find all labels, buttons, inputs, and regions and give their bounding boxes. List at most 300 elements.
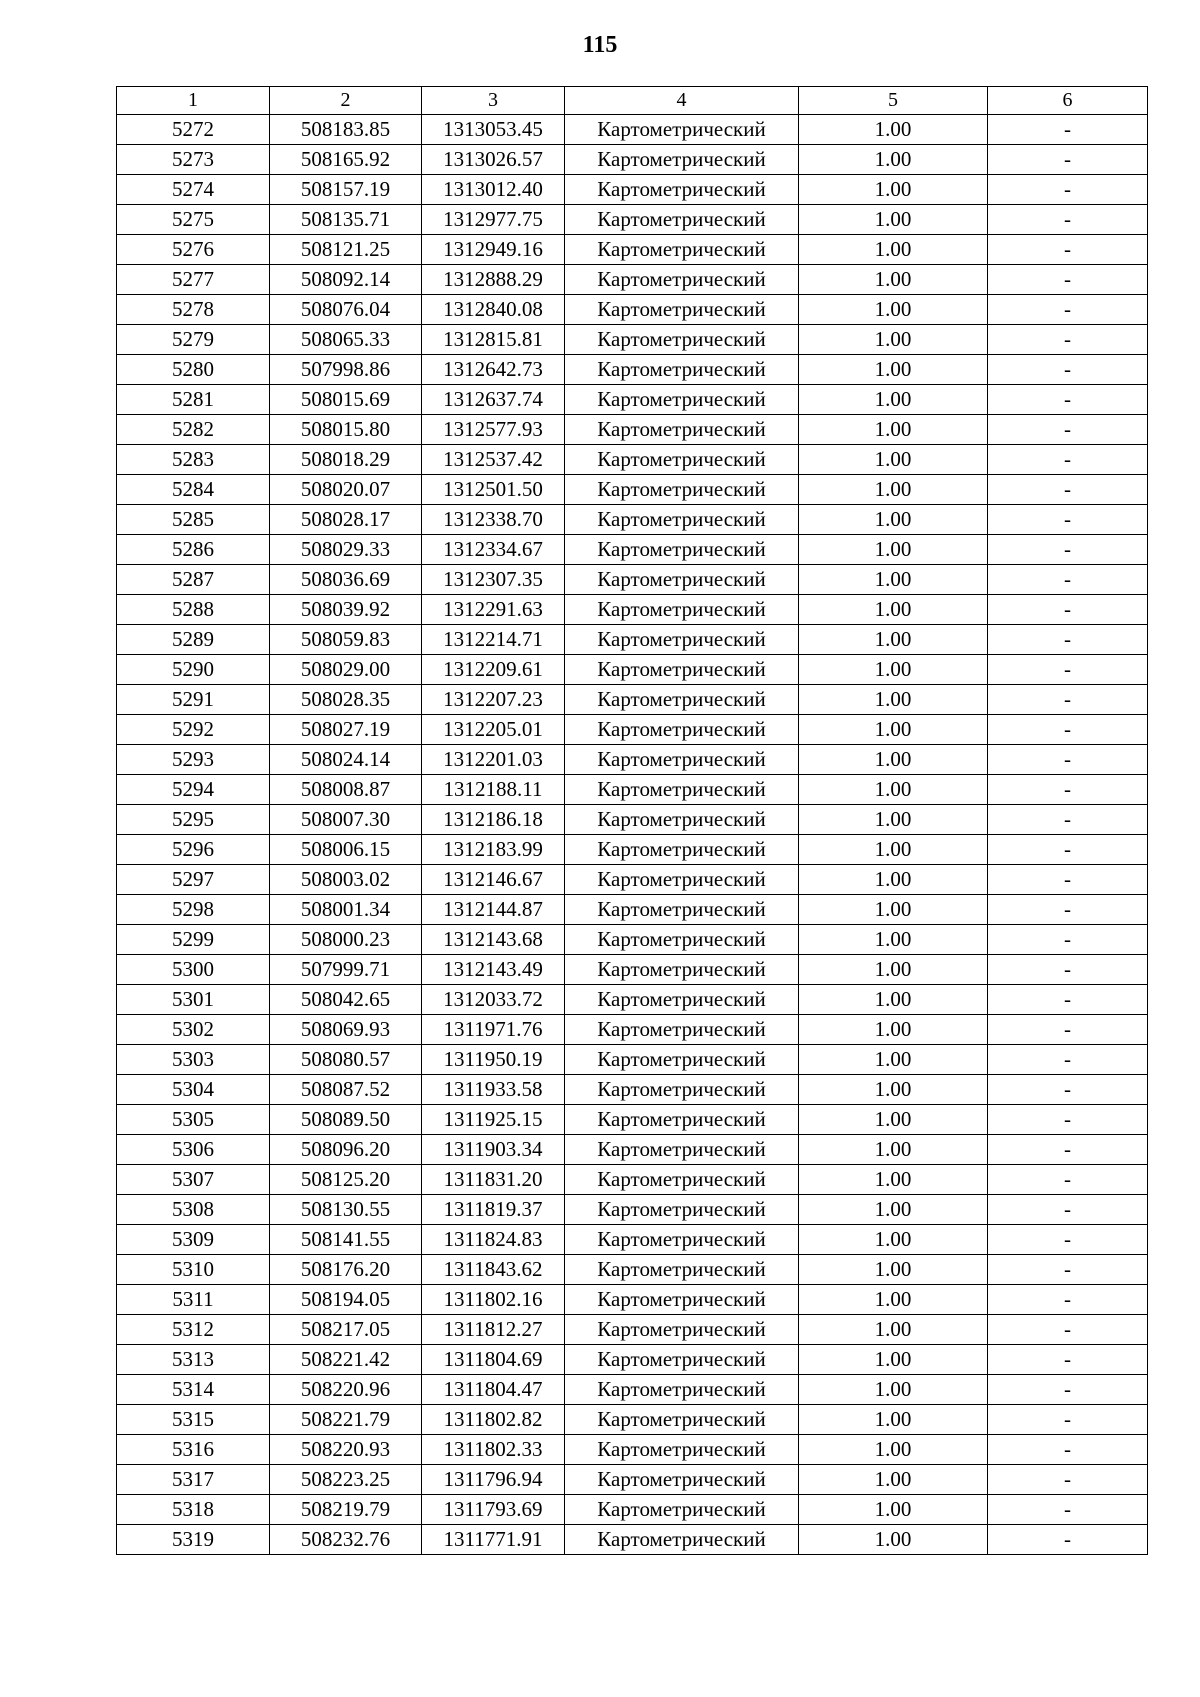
- table-row: [117, 865, 1148, 895]
- cell-note: -: [988, 685, 1148, 715]
- table-row: [117, 1345, 1148, 1375]
- cell-y-coordinate: 1312033.72: [422, 985, 565, 1015]
- cell-method: Картометрический: [565, 775, 799, 805]
- cell-y-coordinate: 1311793.69: [422, 1495, 565, 1525]
- table-row: [117, 1285, 1148, 1315]
- cell-x-coordinate: 508042.65: [270, 985, 422, 1015]
- cell-x-coordinate: 508027.19: [270, 715, 422, 745]
- table-row: [117, 715, 1148, 745]
- cell-x-coordinate: 508015.80: [270, 415, 422, 445]
- table-row: [117, 415, 1148, 445]
- cell-x-coordinate: 508029.33: [270, 535, 422, 565]
- cell-method: Картометрический: [565, 1435, 799, 1465]
- cell-accuracy: 1.00: [799, 1015, 988, 1045]
- cell-accuracy: 1.00: [799, 985, 988, 1015]
- cell-y-coordinate: 1311802.16: [422, 1285, 565, 1315]
- cell-x-coordinate: 508220.93: [270, 1435, 422, 1465]
- table-row: [117, 835, 1148, 865]
- table-row: [117, 535, 1148, 565]
- cell-method: Картометрический: [565, 1165, 799, 1195]
- table-row: [117, 985, 1148, 1015]
- cell-y-coordinate: 1311950.19: [422, 1045, 565, 1075]
- table-row: [117, 1195, 1148, 1225]
- cell-y-coordinate: 1311796.94: [422, 1465, 565, 1495]
- cell-method: Картометрический: [565, 1315, 799, 1345]
- cell-point-number: 5293: [117, 745, 270, 775]
- cell-note: -: [988, 1135, 1148, 1165]
- cell-accuracy: 1.00: [799, 745, 988, 775]
- cell-x-coordinate: 508089.50: [270, 1105, 422, 1135]
- cell-note: -: [988, 655, 1148, 685]
- cell-note: -: [988, 1495, 1148, 1525]
- table-row: [117, 1525, 1148, 1555]
- cell-point-number: 5309: [117, 1225, 270, 1255]
- cell-accuracy: 1.00: [799, 1255, 988, 1285]
- cell-y-coordinate: 1311812.27: [422, 1315, 565, 1345]
- cell-note: -: [988, 205, 1148, 235]
- cell-note: -: [988, 265, 1148, 295]
- cell-point-number: 5310: [117, 1255, 270, 1285]
- cell-method: Картометрический: [565, 385, 799, 415]
- cell-accuracy: 1.00: [799, 1075, 988, 1105]
- table-row: [117, 1405, 1148, 1435]
- cell-x-coordinate: 508219.79: [270, 1495, 422, 1525]
- page-number: 115: [582, 32, 618, 58]
- table-row: [117, 1045, 1148, 1075]
- cell-y-coordinate: 1312209.61: [422, 655, 565, 685]
- cell-x-coordinate: 508039.92: [270, 595, 422, 625]
- cell-point-number: 5300: [117, 955, 270, 985]
- cell-method: Картометрический: [565, 1135, 799, 1165]
- cell-note: -: [988, 1435, 1148, 1465]
- cell-y-coordinate: 1312144.87: [422, 895, 565, 925]
- table-row: [117, 1075, 1148, 1105]
- table-row: [117, 265, 1148, 295]
- cell-note: -: [988, 1045, 1148, 1075]
- cell-method: Картометрический: [565, 625, 799, 655]
- cell-y-coordinate: 1312840.08: [422, 295, 565, 325]
- cell-method: Картометрический: [565, 295, 799, 325]
- cell-note: -: [988, 565, 1148, 595]
- cell-accuracy: 1.00: [799, 265, 988, 295]
- cell-note: -: [988, 385, 1148, 415]
- cell-note: -: [988, 1465, 1148, 1495]
- cell-accuracy: 1.00: [799, 235, 988, 265]
- cell-y-coordinate: 1311933.58: [422, 1075, 565, 1105]
- column-header-5: 5: [799, 87, 988, 115]
- cell-note: -: [988, 715, 1148, 745]
- cell-method: Картометрический: [565, 1465, 799, 1495]
- cell-accuracy: 1.00: [799, 1405, 988, 1435]
- table-row: [117, 355, 1148, 385]
- cell-accuracy: 1.00: [799, 865, 988, 895]
- cell-accuracy: 1.00: [799, 1195, 988, 1225]
- cell-x-coordinate: 508221.79: [270, 1405, 422, 1435]
- cell-y-coordinate: 1312537.42: [422, 445, 565, 475]
- cell-y-coordinate: 1313026.57: [422, 145, 565, 175]
- cell-point-number: 5311: [117, 1285, 270, 1315]
- cell-point-number: 5315: [117, 1405, 270, 1435]
- cell-note: -: [988, 775, 1148, 805]
- table-row: [117, 655, 1148, 685]
- cell-point-number: 5303: [117, 1045, 270, 1075]
- table-row: [117, 175, 1148, 205]
- cell-accuracy: 1.00: [799, 595, 988, 625]
- cell-y-coordinate: 1311824.83: [422, 1225, 565, 1255]
- cell-point-number: 5318: [117, 1495, 270, 1525]
- table-row: [117, 505, 1148, 535]
- cell-method: Картометрический: [565, 655, 799, 685]
- cell-y-coordinate: 1312291.63: [422, 595, 565, 625]
- cell-x-coordinate: 507998.86: [270, 355, 422, 385]
- table-row: [117, 1015, 1148, 1045]
- cell-x-coordinate: 508087.52: [270, 1075, 422, 1105]
- table-row: [117, 205, 1148, 235]
- cell-point-number: 5286: [117, 535, 270, 565]
- cell-note: -: [988, 1375, 1148, 1405]
- cell-y-coordinate: 1312334.67: [422, 535, 565, 565]
- cell-method: Картометрический: [565, 355, 799, 385]
- cell-x-coordinate: 508065.33: [270, 325, 422, 355]
- cell-method: Картометрический: [565, 865, 799, 895]
- cell-method: Картометрический: [565, 115, 799, 145]
- cell-note: -: [988, 295, 1148, 325]
- cell-x-coordinate: 508135.71: [270, 205, 422, 235]
- cell-accuracy: 1.00: [799, 955, 988, 985]
- cell-method: Картометрический: [565, 145, 799, 175]
- cell-point-number: 5292: [117, 715, 270, 745]
- cell-method: Картометрический: [565, 1195, 799, 1225]
- cell-x-coordinate: 508008.87: [270, 775, 422, 805]
- column-header-3: 3: [422, 87, 565, 115]
- cell-point-number: 5274: [117, 175, 270, 205]
- cell-method: Картометрический: [565, 1225, 799, 1255]
- cell-x-coordinate: 508232.76: [270, 1525, 422, 1555]
- cell-method: Картометрический: [565, 925, 799, 955]
- cell-accuracy: 1.00: [799, 715, 988, 745]
- cell-x-coordinate: 508024.14: [270, 745, 422, 775]
- cell-accuracy: 1.00: [799, 1435, 988, 1465]
- cell-x-coordinate: 508029.00: [270, 655, 422, 685]
- cell-note: -: [988, 235, 1148, 265]
- cell-method: Картометрический: [565, 835, 799, 865]
- cell-note: -: [988, 925, 1148, 955]
- cell-x-coordinate: 508141.55: [270, 1225, 422, 1255]
- cell-method: Картометрический: [565, 265, 799, 295]
- table-row: [117, 1165, 1148, 1195]
- cell-method: Картометрический: [565, 1345, 799, 1375]
- cell-y-coordinate: 1311819.37: [422, 1195, 565, 1225]
- cell-y-coordinate: 1312888.29: [422, 265, 565, 295]
- table-row: [117, 595, 1148, 625]
- table-header: [117, 87, 1148, 115]
- cell-y-coordinate: 1312201.03: [422, 745, 565, 775]
- cell-x-coordinate: 508221.42: [270, 1345, 422, 1375]
- cell-x-coordinate: 508020.07: [270, 475, 422, 505]
- cell-point-number: 5312: [117, 1315, 270, 1345]
- cell-y-coordinate: 1312207.23: [422, 685, 565, 715]
- cell-note: -: [988, 505, 1148, 535]
- cell-y-coordinate: 1312949.16: [422, 235, 565, 265]
- cell-note: -: [988, 325, 1148, 355]
- cell-point-number: 5291: [117, 685, 270, 715]
- cell-point-number: 5280: [117, 355, 270, 385]
- cell-point-number: 5319: [117, 1525, 270, 1555]
- cell-point-number: 5283: [117, 445, 270, 475]
- cell-x-coordinate: 508194.05: [270, 1285, 422, 1315]
- cell-method: Картометрический: [565, 1015, 799, 1045]
- table-row: [117, 925, 1148, 955]
- table-row: [117, 115, 1148, 145]
- cell-y-coordinate: 1312815.81: [422, 325, 565, 355]
- cell-x-coordinate: 508036.69: [270, 565, 422, 595]
- cell-point-number: 5277: [117, 265, 270, 295]
- cell-accuracy: 1.00: [799, 895, 988, 925]
- cell-accuracy: 1.00: [799, 295, 988, 325]
- cell-x-coordinate: 508125.20: [270, 1165, 422, 1195]
- cell-x-coordinate: 508176.20: [270, 1255, 422, 1285]
- cell-y-coordinate: 1311804.47: [422, 1375, 565, 1405]
- table-row: [117, 1435, 1148, 1465]
- cell-x-coordinate: 508001.34: [270, 895, 422, 925]
- cell-note: -: [988, 865, 1148, 895]
- cell-y-coordinate: 1312143.49: [422, 955, 565, 985]
- cell-point-number: 5282: [117, 415, 270, 445]
- cell-note: -: [988, 1315, 1148, 1345]
- cell-y-coordinate: 1313012.40: [422, 175, 565, 205]
- table-row: [117, 955, 1148, 985]
- cell-x-coordinate: 508157.19: [270, 175, 422, 205]
- cell-accuracy: 1.00: [799, 115, 988, 145]
- cell-note: -: [988, 1015, 1148, 1045]
- cell-note: -: [988, 745, 1148, 775]
- cell-point-number: 5305: [117, 1105, 270, 1135]
- cell-method: Картометрический: [565, 895, 799, 925]
- cell-point-number: 5295: [117, 805, 270, 835]
- cell-x-coordinate: 507999.71: [270, 955, 422, 985]
- cell-accuracy: 1.00: [799, 355, 988, 385]
- table-row: [117, 1225, 1148, 1255]
- cell-accuracy: 1.00: [799, 1375, 988, 1405]
- cell-accuracy: 1.00: [799, 685, 988, 715]
- cell-note: -: [988, 415, 1148, 445]
- cell-y-coordinate: 1312146.67: [422, 865, 565, 895]
- cell-y-coordinate: 1311925.15: [422, 1105, 565, 1135]
- cell-y-coordinate: 1312501.50: [422, 475, 565, 505]
- cell-accuracy: 1.00: [799, 475, 988, 505]
- cell-note: -: [988, 115, 1148, 145]
- table-row: [117, 1105, 1148, 1135]
- cell-point-number: 5279: [117, 325, 270, 355]
- cell-accuracy: 1.00: [799, 145, 988, 175]
- cell-method: Картометрический: [565, 505, 799, 535]
- table-row: [117, 1315, 1148, 1345]
- table-row: [117, 805, 1148, 835]
- cell-y-coordinate: 1312977.75: [422, 205, 565, 235]
- cell-point-number: 5275: [117, 205, 270, 235]
- cell-point-number: 5276: [117, 235, 270, 265]
- cell-method: Картометрический: [565, 475, 799, 505]
- cell-accuracy: 1.00: [799, 1345, 988, 1375]
- cell-point-number: 5308: [117, 1195, 270, 1225]
- cell-note: -: [988, 1255, 1148, 1285]
- cell-method: Картометрический: [565, 565, 799, 595]
- cell-accuracy: 1.00: [799, 505, 988, 535]
- cell-method: Картометрический: [565, 1375, 799, 1405]
- cell-y-coordinate: 1311831.20: [422, 1165, 565, 1195]
- cell-point-number: 5302: [117, 1015, 270, 1045]
- cell-x-coordinate: 508223.25: [270, 1465, 422, 1495]
- cell-point-number: 5294: [117, 775, 270, 805]
- cell-point-number: 5288: [117, 595, 270, 625]
- cell-x-coordinate: 508092.14: [270, 265, 422, 295]
- cell-point-number: 5287: [117, 565, 270, 595]
- cell-accuracy: 1.00: [799, 325, 988, 355]
- cell-accuracy: 1.00: [799, 415, 988, 445]
- cell-point-number: 5304: [117, 1075, 270, 1105]
- table-row: [117, 625, 1148, 655]
- cell-point-number: 5297: [117, 865, 270, 895]
- cell-x-coordinate: 508096.20: [270, 1135, 422, 1165]
- cell-method: Картометрический: [565, 955, 799, 985]
- cell-point-number: 5314: [117, 1375, 270, 1405]
- cell-note: -: [988, 355, 1148, 385]
- column-header-2: 2: [270, 87, 422, 115]
- cell-note: -: [988, 955, 1148, 985]
- cell-method: Картометрический: [565, 985, 799, 1015]
- table-row: [117, 385, 1148, 415]
- cell-method: Картометрический: [565, 1495, 799, 1525]
- cell-method: Картометрический: [565, 1525, 799, 1555]
- column-header-6: 6: [988, 87, 1148, 115]
- cell-x-coordinate: 508059.83: [270, 625, 422, 655]
- cell-accuracy: 1.00: [799, 175, 988, 205]
- cell-accuracy: 1.00: [799, 775, 988, 805]
- cell-method: Картометрический: [565, 205, 799, 235]
- cell-note: -: [988, 985, 1148, 1015]
- cell-accuracy: 1.00: [799, 205, 988, 235]
- cell-y-coordinate: 1312577.93: [422, 415, 565, 445]
- table-row: [117, 895, 1148, 925]
- cell-accuracy: 1.00: [799, 1135, 988, 1165]
- table-row: [117, 475, 1148, 505]
- cell-method: Картометрический: [565, 325, 799, 355]
- cell-accuracy: 1.00: [799, 625, 988, 655]
- cell-accuracy: 1.00: [799, 1495, 988, 1525]
- table-row: [117, 1375, 1148, 1405]
- cell-method: Картометрический: [565, 535, 799, 565]
- cell-accuracy: 1.00: [799, 385, 988, 415]
- cell-method: Картометрический: [565, 1045, 799, 1075]
- cell-point-number: 5272: [117, 115, 270, 145]
- cell-y-coordinate: 1312188.11: [422, 775, 565, 805]
- cell-y-coordinate: 1311771.91: [422, 1525, 565, 1555]
- cell-y-coordinate: 1311971.76: [422, 1015, 565, 1045]
- header-row: [117, 87, 1148, 115]
- table-row: [117, 295, 1148, 325]
- cell-point-number: 5278: [117, 295, 270, 325]
- cell-x-coordinate: 508217.05: [270, 1315, 422, 1345]
- table-row: [117, 1135, 1148, 1165]
- cell-x-coordinate: 508130.55: [270, 1195, 422, 1225]
- cell-y-coordinate: 1312214.71: [422, 625, 565, 655]
- cell-point-number: 5281: [117, 385, 270, 415]
- table-row: [117, 325, 1148, 355]
- cell-y-coordinate: 1312186.18: [422, 805, 565, 835]
- cell-accuracy: 1.00: [799, 445, 988, 475]
- table-row: [117, 145, 1148, 175]
- cell-accuracy: 1.00: [799, 805, 988, 835]
- cell-x-coordinate: 508000.23: [270, 925, 422, 955]
- cell-note: -: [988, 895, 1148, 925]
- cell-point-number: 5301: [117, 985, 270, 1015]
- cell-note: -: [988, 1195, 1148, 1225]
- cell-method: Картометрический: [565, 415, 799, 445]
- cell-note: -: [988, 535, 1148, 565]
- cell-y-coordinate: 1311804.69: [422, 1345, 565, 1375]
- table-row: [117, 745, 1148, 775]
- cell-y-coordinate: 1311903.34: [422, 1135, 565, 1165]
- cell-method: Картометрический: [565, 745, 799, 775]
- cell-point-number: 5289: [117, 625, 270, 655]
- cell-accuracy: 1.00: [799, 1225, 988, 1255]
- cell-note: -: [988, 445, 1148, 475]
- cell-method: Картометрический: [565, 715, 799, 745]
- column-header-4: 4: [565, 87, 799, 115]
- cell-point-number: 5306: [117, 1135, 270, 1165]
- cell-accuracy: 1.00: [799, 1465, 988, 1495]
- table-row: [117, 1495, 1148, 1525]
- cell-method: Картометрический: [565, 1285, 799, 1315]
- cell-y-coordinate: 1311843.62: [422, 1255, 565, 1285]
- cell-note: -: [988, 1525, 1148, 1555]
- cell-point-number: 5273: [117, 145, 270, 175]
- cell-method: Картометрический: [565, 1105, 799, 1135]
- table-row: [117, 685, 1148, 715]
- table-row: [117, 775, 1148, 805]
- cell-point-number: 5298: [117, 895, 270, 925]
- cell-method: Картометрический: [565, 1255, 799, 1285]
- cell-point-number: 5299: [117, 925, 270, 955]
- cell-point-number: 5313: [117, 1345, 270, 1375]
- cell-accuracy: 1.00: [799, 1525, 988, 1555]
- cell-method: Картометрический: [565, 685, 799, 715]
- column-header-1: 1: [117, 87, 270, 115]
- cell-x-coordinate: 508007.30: [270, 805, 422, 835]
- cell-note: -: [988, 1285, 1148, 1315]
- cell-note: -: [988, 175, 1148, 205]
- cell-x-coordinate: 508018.29: [270, 445, 422, 475]
- cell-method: Картометрический: [565, 805, 799, 835]
- cell-point-number: 5307: [117, 1165, 270, 1195]
- table-row: [117, 1255, 1148, 1285]
- cell-accuracy: 1.00: [799, 655, 988, 685]
- cell-method: Картометрический: [565, 1075, 799, 1105]
- cell-note: -: [988, 595, 1148, 625]
- table-row: [117, 235, 1148, 265]
- cell-accuracy: 1.00: [799, 925, 988, 955]
- cell-accuracy: 1.00: [799, 835, 988, 865]
- cell-y-coordinate: 1311802.33: [422, 1435, 565, 1465]
- cell-note: -: [988, 1225, 1148, 1255]
- cell-y-coordinate: 1312183.99: [422, 835, 565, 865]
- cell-note: -: [988, 1075, 1148, 1105]
- cell-accuracy: 1.00: [799, 565, 988, 595]
- cell-note: -: [988, 145, 1148, 175]
- cell-x-coordinate: 508028.35: [270, 685, 422, 715]
- cell-note: -: [988, 1105, 1148, 1135]
- cell-x-coordinate: 508076.04: [270, 295, 422, 325]
